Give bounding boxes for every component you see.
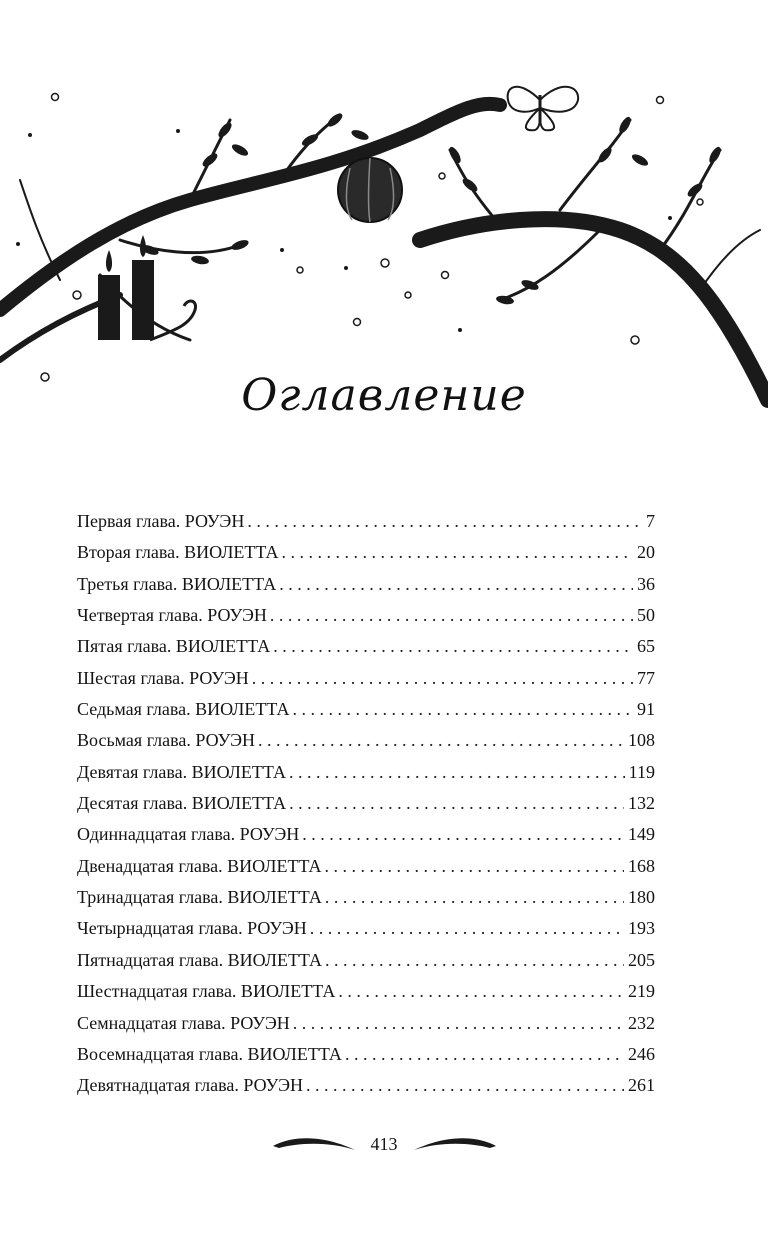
toc-entry-label: Четырнадцатая глава. РОУЭН [77,918,307,939]
toc-entry-page: 261 [628,1075,655,1096]
dot-leader [289,788,624,819]
toc-entry-label: Седьмая глава. ВИОЛЕТТА [77,699,290,720]
dot-leader [345,1039,624,1070]
toc-entry-label: Пятнадцатая глава. ВИОЛЕТТА [77,949,323,970]
toc-entry[interactable] [77,725,655,756]
toc-entry-page: 193 [628,918,655,939]
toc-entry-label: Первая глава. РОУЭН [77,511,245,531]
toc-entry-label: Вторая глава. ВИОЛЕТТА [77,542,279,563]
toc-entry-label: Девятнадцатая глава. РОУЭН [77,1075,303,1096]
toc-entry-page: 7 [646,511,655,531]
toc-entry-label: Десятая глава. ВИОЛЕТТА [77,793,287,814]
dot-leader [279,569,633,600]
dot-leader [282,537,634,568]
dot-leader [310,913,624,944]
dot-leader [247,506,642,537]
dot-leader [252,663,633,694]
toc-entry-label: Четвертая глава. РОУЭН [77,605,267,626]
toc-entry-label: Тринадцатая глава. ВИОЛЕТТА [77,887,322,908]
toc-entry-page: 180 [628,887,655,908]
toc-entry[interactable] [77,882,655,913]
toc-entry[interactable] [77,851,655,882]
toc-entry[interactable] [77,663,655,694]
toc-entry-page: 149 [628,824,655,845]
toc-entry-label: Одиннадцатая глава. РОУЭН [77,824,300,845]
toc-entry[interactable] [77,1008,655,1039]
dot-leader [273,631,633,662]
toc-entry-label: Двенадцатая глава. ВИОЛЕТТА [77,855,322,876]
toc-entry-page: 205 [628,949,655,970]
dot-leader [325,851,624,882]
toc-entry-label: Семнадцатая глава. РОУЭН [77,1012,290,1033]
toc-entry[interactable] [77,913,655,944]
dot-leader [302,819,624,850]
toc-entry[interactable] [77,1070,655,1101]
page-title: Оглавление [241,370,527,421]
toc-entry[interactable] [77,976,655,1007]
toc-entry-label: Пятая глава. ВИОЛЕТТА [77,636,271,657]
toc-entry-label: Девятая глава. ВИОЛЕТТА [77,761,286,782]
toc-entry[interactable] [77,788,655,819]
toc-entry[interactable] [77,694,655,725]
dot-leader [292,694,633,725]
page-footer [0,1124,768,1164]
dot-leader [270,600,633,631]
toc-entry-page: 132 [628,793,655,814]
dot-leader [338,976,624,1007]
moth-icon [508,87,579,130]
toc-entry-label: Шестая глава. РОУЭН [77,667,249,688]
toc-entry-page: 36 [637,573,655,594]
toc-entry-page: 246 [628,1043,655,1064]
dot-leader [289,757,625,788]
page-number: 413 [370,1133,398,1154]
toc-entry[interactable] [77,1039,655,1070]
toc-entry-label: Восемнадцатая глава. ВИОЛЕТТА [77,1043,342,1064]
dot-leader [325,882,624,913]
toc-entry[interactable] [77,600,655,631]
toc-entry-label: Восьмая глава. РОУЭН [77,730,255,751]
toc-entry[interactable] [77,506,655,537]
dot-leader [293,1008,624,1039]
left-swash-ornament [271,1132,359,1156]
dot-leader [325,945,624,976]
toc-entry-page: 77 [637,667,655,688]
toc-entry-page: 65 [637,636,655,657]
toc-entry-page: 232 [628,1012,655,1033]
toc-entry-page: 50 [637,605,655,626]
toc-entry-page: 20 [637,542,655,563]
toc-entry-page: 119 [628,761,655,782]
toc-entry-page: 91 [637,699,655,720]
dot-leader [258,725,624,756]
toc-entry-label: Шестнадцатая глава. ВИОЛЕТТА [77,981,336,1002]
dot-leader [306,1070,624,1101]
table-of-contents [77,506,655,1102]
toc-entry-label: Третья глава. ВИОЛЕТТА [77,573,277,594]
toc-entry[interactable] [77,819,655,850]
toc-entry[interactable] [77,945,655,976]
toc-entry[interactable] [77,537,655,568]
toc-entry[interactable] [77,757,655,788]
toc-entry[interactable] [77,569,655,600]
toc-entry-page: 219 [628,981,655,1002]
left-branch [0,104,500,310]
toc-entry-page: 108 [628,730,655,751]
right-swash-ornament [410,1132,498,1156]
toc-entry[interactable] [77,631,655,662]
toc-entry-page: 168 [628,855,655,876]
